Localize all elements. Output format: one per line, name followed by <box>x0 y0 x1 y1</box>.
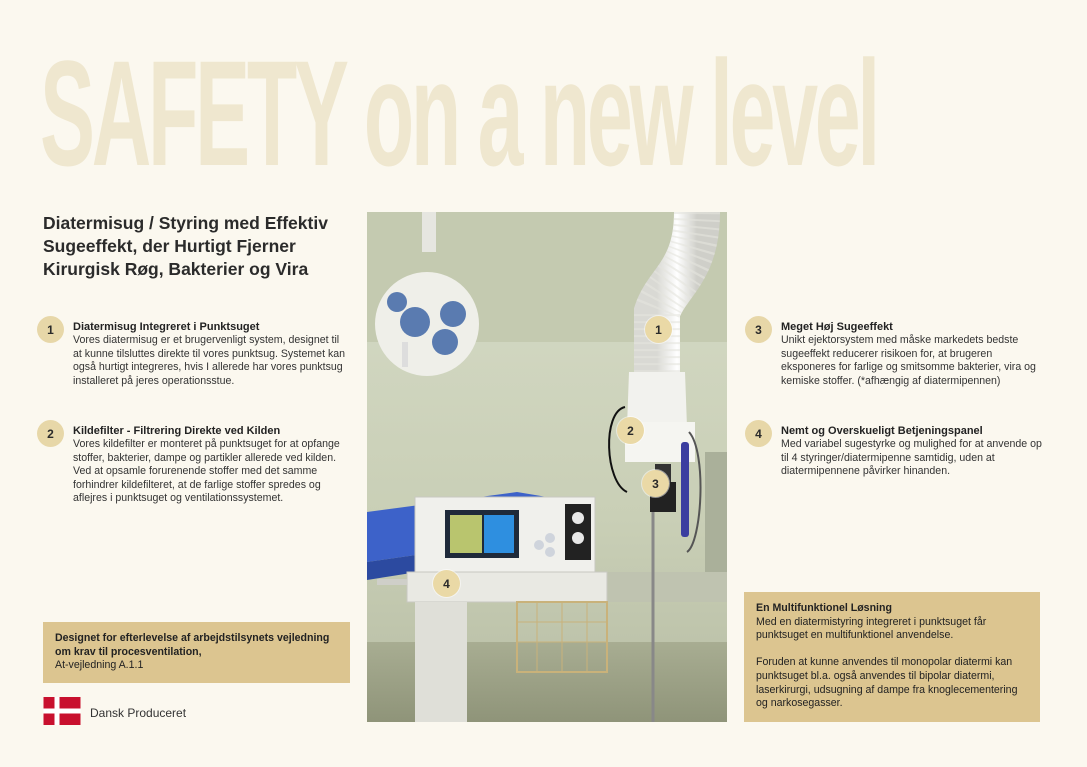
multifunction-paragraph-2: Foruden at kunne anvendes til monopolar diatermi kan punktsuget bl.a. også anvendes til bipolar diatermi, laserkirurgi, udsugning af dampe fra knoglecementering og narkosegasser. <box>756 656 1018 710</box>
feature-1 <box>37 316 347 388</box>
feature-number-badge: 3 <box>745 316 772 343</box>
made-in-label: Dansk Produceret <box>90 706 187 720</box>
feature-title: Kildefilter - Filtrering Direkte ved Kilden <box>73 425 281 437</box>
compliance-reference: At-vejledning A.1.1 <box>55 659 144 672</box>
feature-title: Meget Høj Sugeeffekt <box>781 321 893 333</box>
photo-pin-2: 2 <box>617 417 644 444</box>
feature-title: Nemt og Overskueligt Betjeningspanel <box>781 425 983 437</box>
feature-title: Diatermisug Integreret i Punktsuget <box>73 321 260 333</box>
photo-pin-1: 1 <box>645 316 672 343</box>
product-photo <box>367 212 727 722</box>
photo-pin-4: 4 <box>433 570 460 597</box>
hero-title: SAFETY on a new level <box>40 29 877 197</box>
multifunction-paragraph-1: Med en diatermistyring integreret i punktsuget får punktsuget en multifunktionel anvendelse. <box>756 615 987 642</box>
photo-pin-3: 3 <box>642 470 669 497</box>
feature-body: Vores kildefilter er monteret på punktsuget for at opfange stoffer, bakterier, dampe og partikler allerede ved kilden. Ved at opsamle forurenende stoffer med det samme forhindrer kildefilteret, at de farlige stoffer spredes og aflejres i punktsuget og ventilationssystemet. <box>73 438 340 505</box>
compliance-title: Designet for efterlevelse af arbejdstilsynets vejledning om krav til procesventilation, <box>55 632 330 658</box>
feature-body: Med variabel sugestyrke og mulighed for at anvende op til 4 styringer/diatermipenne samtidig, uden at diatermipennene påvirker hinanden. <box>781 438 1042 478</box>
feature-number-badge: 1 <box>37 316 64 343</box>
feature-body: Vores diatermisug er et brugervenligt system, designet til at kunne tilsluttes direkte til vores punktsug. Systemet kan også hurtigt integreres, hvis I allerede har vores punktsug installeret på jeres operationsstue. <box>73 334 346 387</box>
page-subtitle: Diatermisug / Styring med Effektiv Sugeeffekt, der Hurtigt Fjerner Kirurgisk Røg, Bakterier og Vira <box>43 213 328 279</box>
product-illustration <box>367 212 727 722</box>
compliance-box <box>43 622 350 683</box>
feature-body: Unikt ejektorsystem med måske markedets bedste sugeeffekt reducerer risikoen for, at brugeren eksponeres for farlige og smitsomme bakterier, vira og kemiske stoffer. (*afhængig af diatermipennen) <box>781 334 1036 387</box>
multifunction-box <box>744 592 1040 722</box>
multifunction-title: En Multifunktionel Løsning <box>756 602 892 614</box>
feature-3 <box>745 316 1045 388</box>
danish-flag-icon <box>43 697 81 725</box>
feature-number-badge: 2 <box>37 420 64 447</box>
feature-number-badge: 4 <box>745 420 772 447</box>
feature-4 <box>745 420 1045 479</box>
feature-2 <box>37 420 347 506</box>
